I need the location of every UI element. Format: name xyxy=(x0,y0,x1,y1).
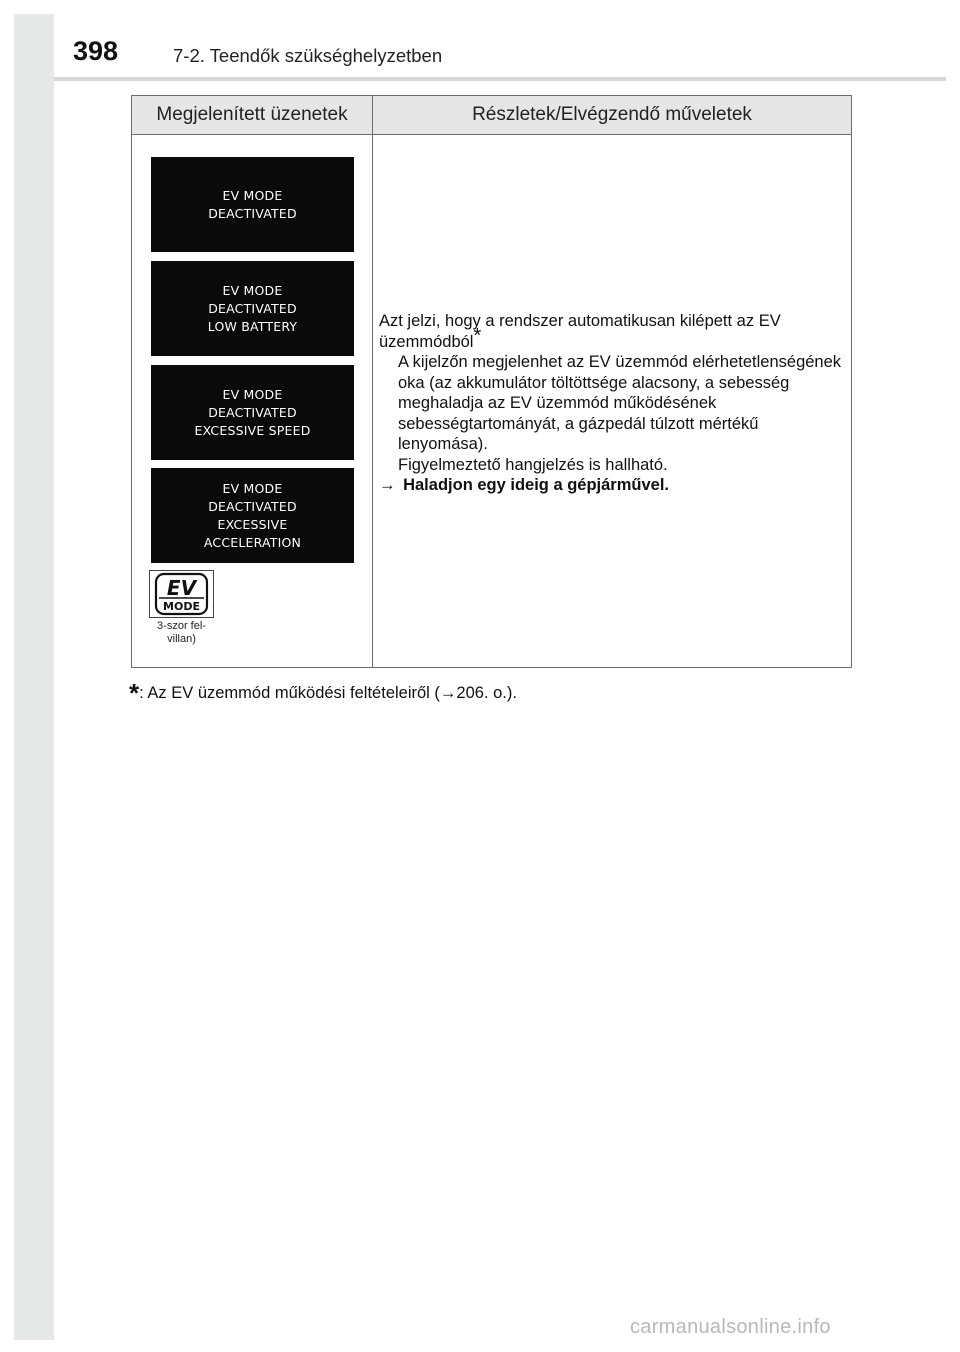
col-header-messages: Megjelenített üzenetek xyxy=(156,104,348,125)
arrow-icon: → xyxy=(439,684,457,702)
screen-line: EXCESSIVE SPEED xyxy=(194,422,311,438)
footnote-mark: * xyxy=(129,678,140,708)
screen-line: DEACTIVATED xyxy=(208,404,297,420)
detail-warning: Figyelmeztető hangjelzés is hallható. xyxy=(398,455,668,474)
display-ev-mode-deactivated xyxy=(151,157,354,252)
detail-intro: Azt jelzi, hogy a rendszer automatikusan kilépett az EV üzemmódból* xyxy=(379,312,781,351)
display-low-battery xyxy=(151,261,354,356)
watermark: carmanualsonline.info xyxy=(630,1316,831,1338)
arrow-icon: → xyxy=(379,476,396,494)
mode-icon-text: MODE xyxy=(163,600,200,613)
footnote: *: Az EV üzemmód működési feltételeiről (→206. o.). xyxy=(129,678,517,708)
header-rule xyxy=(54,77,946,81)
screen-line: EV MODE xyxy=(222,480,283,496)
display-excessive-acceleration xyxy=(151,468,354,563)
section-title: 7-2. Teendők szükséghelyzetben xyxy=(173,45,443,66)
detail-text xyxy=(379,311,849,496)
screen-line: LOW BATTERY xyxy=(207,318,298,334)
display-excessive-speed xyxy=(151,365,354,460)
screen-line: DEACTIVATED xyxy=(208,205,297,221)
screen-line: DEACTIVATED xyxy=(208,300,297,316)
table-header-row xyxy=(132,96,851,135)
ev-mode-indicator-icon xyxy=(149,570,214,618)
page-number: 398 xyxy=(73,36,119,66)
screen-line: EV MODE xyxy=(222,187,283,203)
indicator-caption xyxy=(145,620,218,646)
caption-line: 3-szor fel- xyxy=(157,620,206,632)
asterisk-mark: * xyxy=(473,325,482,347)
caption-line: villan) xyxy=(167,633,196,645)
ev-icon-text: EV xyxy=(166,576,197,600)
message-table xyxy=(131,95,852,668)
detail-reason: A kijelzőn megjelenhet az EV üzemmód elérhetetlenségének oka (az akkumulátor töltöttsége alacsony, a sebesség meghaladja az EV üzemmód működésének sebességtartományát, a gázpedál túlzott mértékű lenyomása). xyxy=(398,353,842,453)
side-strip xyxy=(14,14,54,1340)
page-reference: 206. o.). xyxy=(456,684,517,702)
column-divider xyxy=(372,96,373,667)
screen-line: EXCESSIVE xyxy=(217,516,288,532)
screen-line: EV MODE xyxy=(222,386,283,402)
screen-line: DEACTIVATED xyxy=(208,498,297,514)
detail-action: → Haladjon egy ideig a gépjárművel. xyxy=(379,476,670,494)
screen-line: EV MODE xyxy=(222,282,283,298)
screen-line: ACCELERATION xyxy=(203,534,302,550)
col-header-details: Részletek/Elvégzendő műveletek xyxy=(472,104,752,125)
